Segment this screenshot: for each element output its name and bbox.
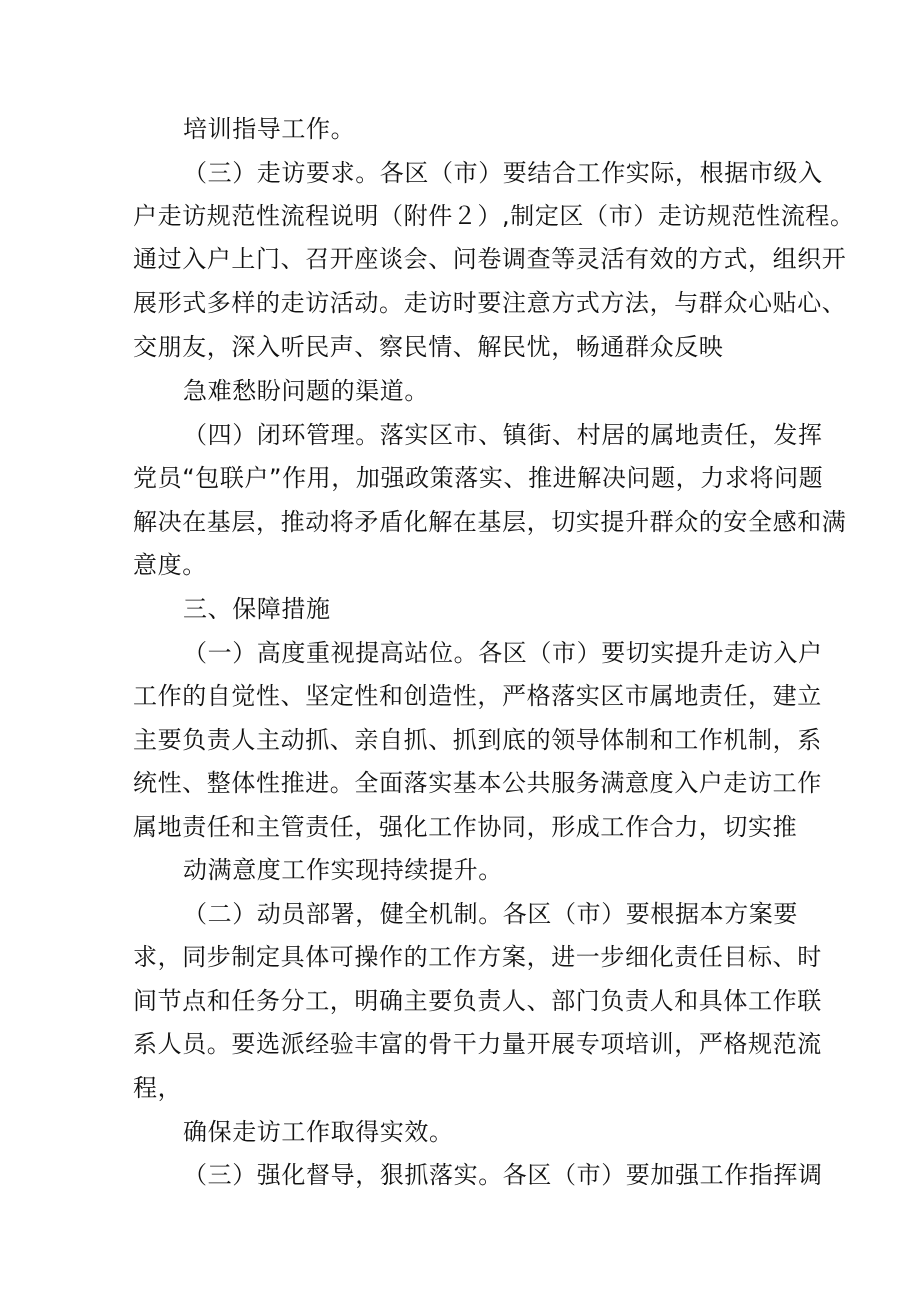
text-line: 展形式多样的走访活动。走访时要注意方式方法，与群众心贴心、 [133, 289, 847, 317]
text-line: 交朋友，深入听民声、察民情、解民忧，畅通群众反映 [133, 333, 724, 361]
text-line: 程， [133, 1074, 183, 1102]
text-line: 通过入户上门、召开座谈会、问卷调查等灵活有效的方式，组织开 [133, 245, 847, 273]
text-line: 党员“包联户”作用，加强政策落实、推进解决问题，力求将问题 [133, 464, 824, 492]
text-line: 动满意度工作实现持续提升。 [183, 856, 503, 884]
text-line: 统性、整体性推进。全面落实基本公共服务满意度入户走访工作 [133, 769, 822, 797]
text-line: 求，同步制定具体可操作的工作方案，进一步细化责任目标、时 [133, 943, 822, 971]
text-line: 培训指导工作。 [183, 115, 356, 143]
text-line: （四）闭环管理。落实区市、镇街、村居的属地责任，发挥 [183, 421, 823, 449]
text-line: 解决在基层，推动将矛盾化解在基层，切实提升群众的安全感和满 [133, 508, 847, 536]
text-line: 主要负责人主动抓、亲自抓、抓到底的领导体制和工作机制，系 [133, 726, 822, 754]
text-line: 系人员。要选派经验丰富的骨干力量开展专项培训，严格规范流 [133, 1030, 822, 1058]
text-line: （二）动员部署，健全机制。各区（市）要根据本方案要 [183, 900, 798, 928]
text-line: 确保走访工作取得实效。 [183, 1118, 454, 1146]
text-line: （三）走访要求。各区（市）要结合工作实际，根据市级入 [183, 159, 823, 187]
section-heading: 三、保障措施 [183, 595, 331, 623]
text-line: 工作的自觉性、坚定性和创造性，严格落实区市属地责任，建立 [133, 682, 822, 710]
text-line: 间节点和任务分工，明确主要负责人、部门负责人和具体工作联 [133, 987, 822, 1015]
text-line: 意度。 [133, 551, 207, 579]
text-line: 户走访规范性流程说明（附件２）,制定区（市）走访规范性流程。 [133, 202, 855, 230]
text-line: （一）高度重视提高站位。各区（市）要切实提升走访入户 [183, 639, 823, 667]
text-line: （三）强化督导，狠抓落实。各区（市）要加强工作指挥调 [183, 1161, 823, 1189]
text-line: 属地责任和主管责任，强化工作协同，形成工作合力，切实推 [133, 813, 798, 841]
text-line: 急难愁盼问题的渠道。 [183, 377, 429, 405]
